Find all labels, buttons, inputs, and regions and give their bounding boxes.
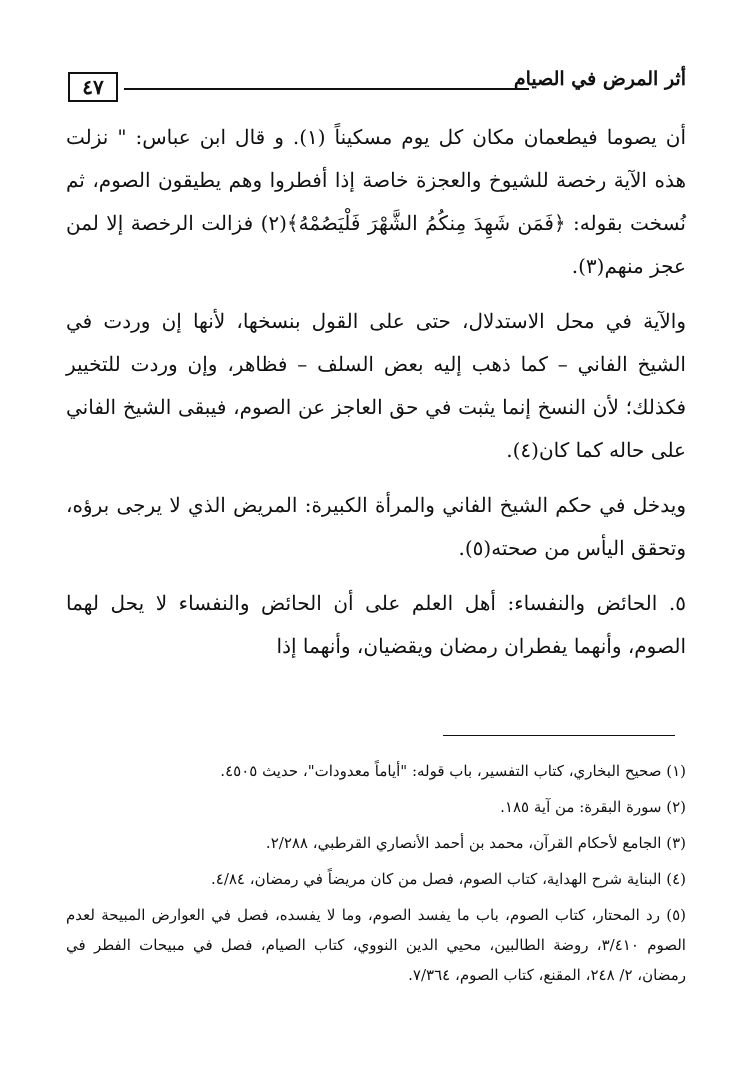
page-header	[68, 66, 686, 106]
paragraph-3: ويدخل في حكم الشيخ الفاني والمرأة الكبيرة: المريض الذي لا يرجى برؤه، وتحقق اليأس من صحته(٥).	[66, 493, 686, 560]
running-title: أثر المرض في الصيام	[513, 68, 686, 90]
footnote-5: (٥) رد المحتار، كتاب الصوم، باب ما يفسد الصوم، وما لا يفسده، فصل في العوارض المبيحة لعدم الصوم ٣/٤١٠، روضة الطالبين، محيي الدين النووي، كتاب الصيام، فصل في مبيحات الفطر في رمضان، ٢/ ٢٤٨، المقنع، كتاب الصوم، ٧/٣٦٤.	[66, 906, 686, 984]
footnotes	[66, 756, 686, 996]
header-rule	[124, 88, 529, 90]
footnote-3: (٣) الجامع لأحكام القرآن، محمد بن أحمد الأنصاري القرطبي، ٢/٢٨٨.	[265, 834, 686, 852]
footnote-4: (٤) البناية شرح الهداية، كتاب الصوم، فصل من كان مريضاً في رمضان، ٤/٨٤.	[210, 870, 686, 888]
paragraph-4: ٥. الحائض والنفساء: أهل العلم على أن الحائض والنفساء لا يحل لهما الصوم، وأنهما يفطران رمضان ويقضيان، وأنهما إذا	[66, 591, 686, 658]
footnote-2: (٢) سورة البقرة: من آية ١٨٥.	[500, 798, 686, 816]
paragraph-2: والآية في محل الاستدلال، حتى على القول بنسخها، لأنها إن وردت في الشيخ الفاني – كما ذهب إليه بعض السلف – فظاهر، وإن وردت للتخيير فكذلك؛ لأن النسخ إنما يثبت في حق العاجز عن الصوم، فيبقى الشيخ الفاني على حاله كما كان(٤).	[66, 309, 686, 462]
page-number: ٤٧	[68, 72, 118, 102]
paragraph-1: أن يصوما فيطعمان مكان كل يوم مسكيناً (١). و قال ابن عباس: " نزلت هذه الآية رخصة للشيوخ والعجزة خاصة إذا أفطروا وهم يطيقون الصوم، ثم نُسخت بقوله: ﴿فَمَن شَهِدَ مِنكُمُ الشَّهْرَ فَلْيَصُمْهُ﴾(٢) فزالت الرخصة إلا لمن عجز منهم(٣).	[66, 125, 687, 278]
footnote-1: (١) صحيح البخاري، كتاب التفسير، باب قوله: "أياماً معدودات"، حديث ٤٥٠٥.	[220, 762, 686, 780]
main-text	[66, 116, 686, 680]
footnote-separator	[443, 735, 675, 736]
